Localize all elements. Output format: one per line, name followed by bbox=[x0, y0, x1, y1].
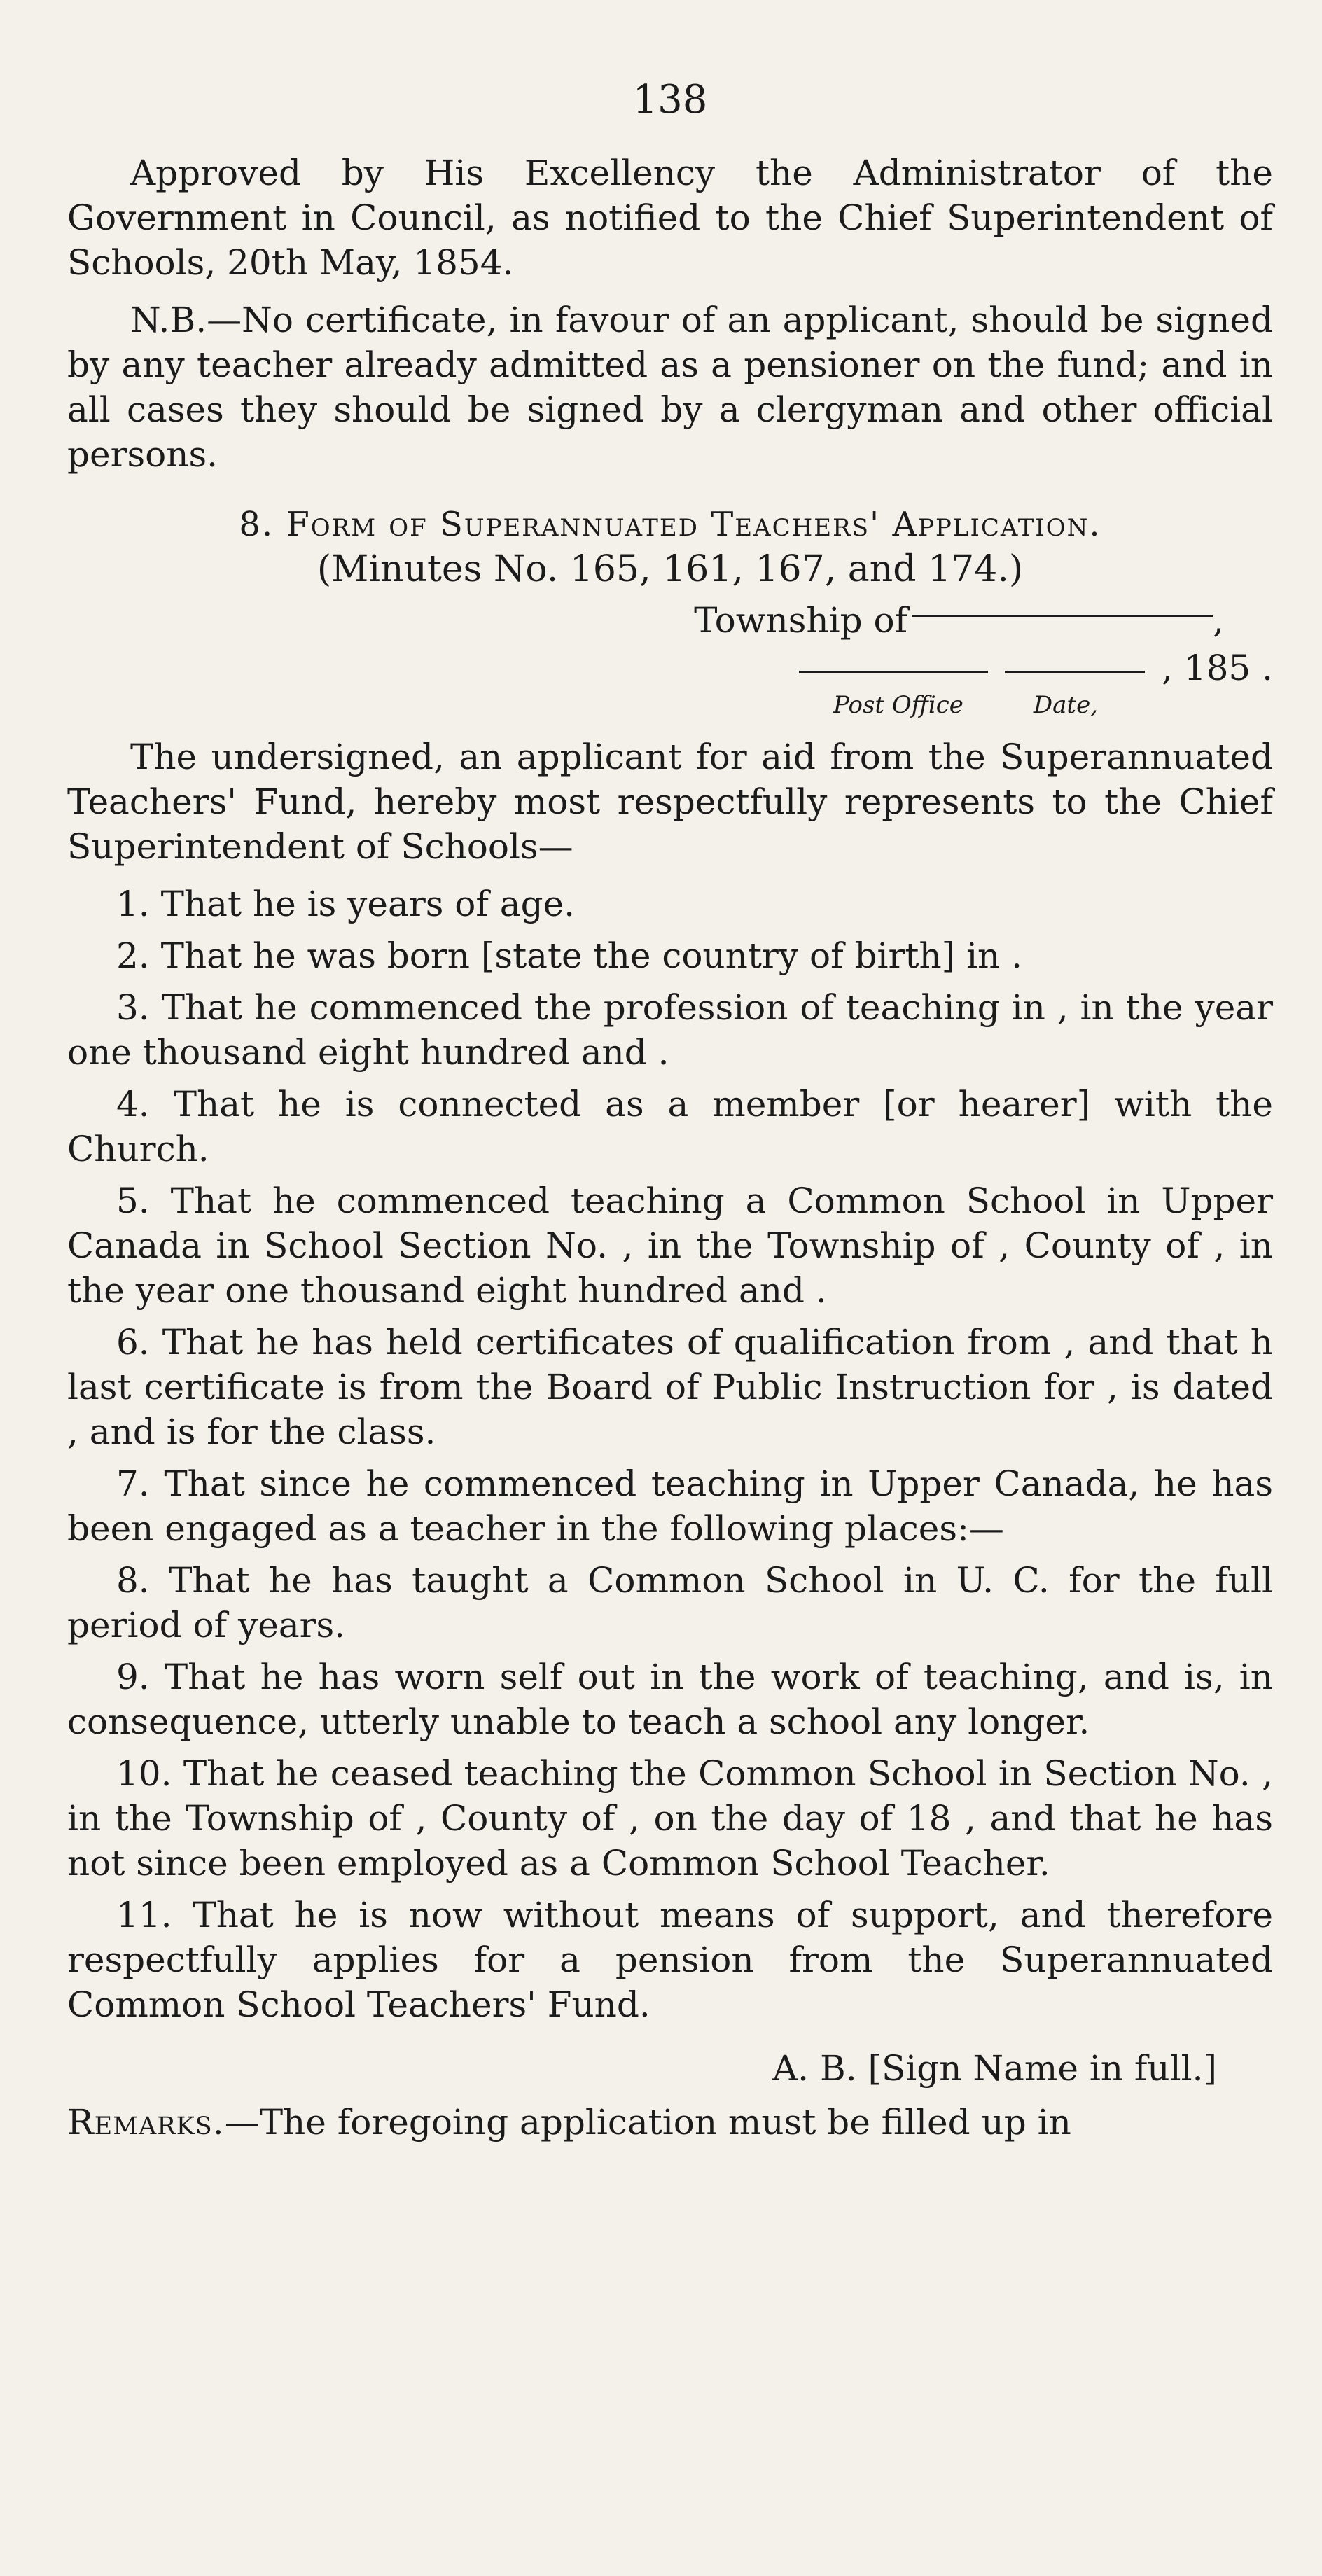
date-blank bbox=[1005, 671, 1145, 673]
list-item: 10. That he ceased teaching the Common School in Section No. , in the Township of , County of , on the day of 18 , and that he has not since been employed as a Common School Teacher. bbox=[67, 1753, 1273, 1884]
remarks-text: —The foregoing application must be filled up in bbox=[224, 2102, 1071, 2143]
post-office-blank bbox=[799, 671, 988, 673]
line-captions bbox=[67, 691, 1098, 719]
list-item: 4. That he is connected as a member [or hearer] with the Church. bbox=[67, 1084, 1273, 1169]
remarks-paragraph bbox=[67, 2100, 1273, 2145]
form-heading: 8. Form of Superannuated Teachers' Application. bbox=[239, 505, 1101, 544]
list-item: 5. That he commenced teaching a Common School in Upper Canada in School Section No. , in the Township of , County of , in the year one thousand eight hundred and . bbox=[67, 1181, 1273, 1311]
township-line: Township of , bbox=[694, 600, 1224, 641]
township-blank bbox=[912, 615, 1213, 617]
list-item: 2. That he was born [state the country of birth] in . bbox=[116, 935, 1023, 976]
township-label: Township of bbox=[694, 600, 908, 641]
approval-paragraph: Approved by His Excellency the Administrator of the Government in Council, as notified to the Chief Superintendent of Schools, 20th May, 1854. bbox=[67, 153, 1273, 283]
intro-paragraph: The undersigned, an applicant for aid from the Superannuated Teachers' Fund, hereby most respectfully represents to the Chief Superintendent of Schools— bbox=[67, 737, 1273, 867]
nb-paragraph: N.B.—No certificate, in favour of an applicant, should be signed by any teacher already admitted as a pensioner on the fund; and in all cases they should be signed by a clergyman and other official persons. bbox=[67, 300, 1273, 475]
list-item: 3. That he commenced the profession of teaching in , in the year one thousand eight hundred and . bbox=[67, 987, 1273, 1073]
list-item: 6. That he has held certificates of qualification from , and that h last certificate is from the Board of Public Instruction for , is dated , and is for the class. bbox=[67, 1322, 1273, 1452]
list-item: 11. That he is now without means of support, and therefore respectfully applies for a pension from the Superannuated Common School Teachers' Fund. bbox=[67, 1895, 1273, 2025]
post-office-date-line bbox=[67, 648, 1273, 688]
year-suffix: , 185 . bbox=[1161, 648, 1273, 688]
list-item: 1. That he is years of age. bbox=[116, 884, 576, 924]
page-number: 138 bbox=[632, 77, 708, 123]
list-item: 8. That he has taught a Common School in U. C. for the full period of years. bbox=[67, 1560, 1273, 1645]
remarks-label: Remarks. bbox=[67, 2102, 225, 2143]
signature-line: A. B. [Sign Name in full.] bbox=[772, 2048, 1217, 2089]
list-item: 9. That he has worn self out in the work of teaching, and is, in consequence, utterly unable to teach a school any longer. bbox=[67, 1657, 1273, 1742]
minutes-reference: (Minutes No. 165, 161, 167, and 174.) bbox=[316, 548, 1024, 590]
items-list bbox=[67, 882, 1273, 2027]
caption-post-office: Post Office bbox=[833, 691, 963, 719]
list-item: 7. That since he commenced teaching in Upper Canada, he has been engaged as a teacher in the following places:— bbox=[67, 1463, 1273, 1549]
caption-date: Date, bbox=[1033, 691, 1098, 719]
